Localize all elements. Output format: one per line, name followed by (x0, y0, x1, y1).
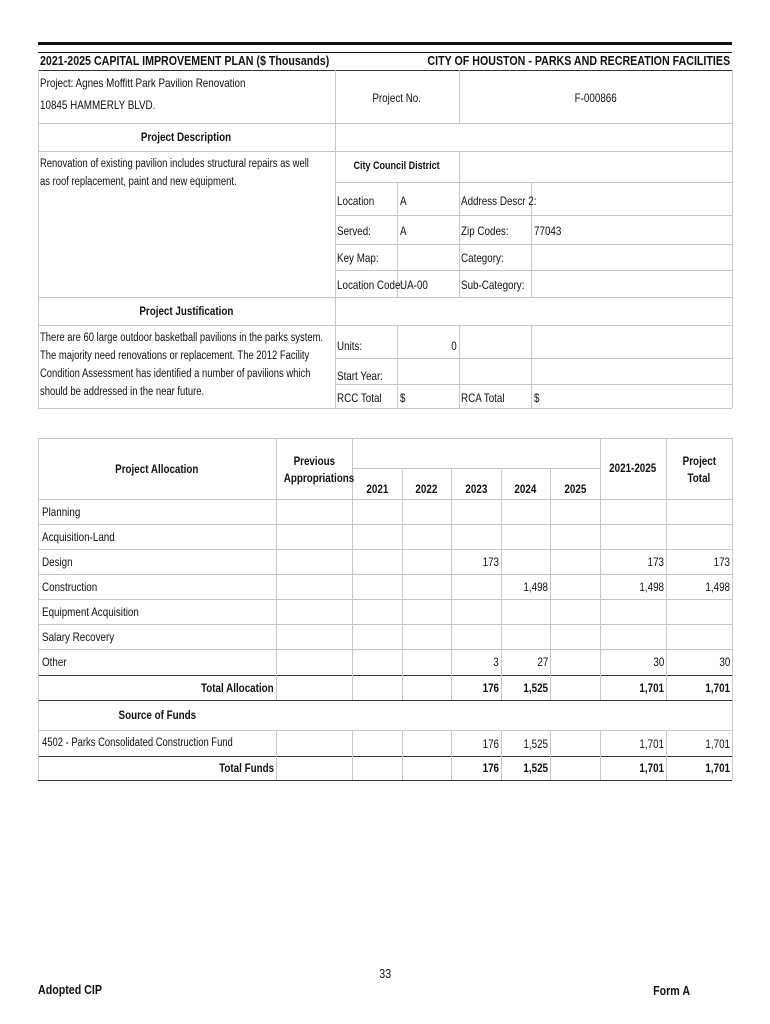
footer-right: Form A (653, 983, 690, 998)
start-year-label: Start Year: (337, 369, 383, 383)
cell-value: 27 (537, 655, 548, 669)
zip-value: 77043 (534, 224, 562, 238)
justification-heading: Project Justification (139, 304, 234, 318)
agency-title: CITY OF HOUSTON - PARKS AND RECREATION FACILITIES (427, 53, 730, 68)
row-label: Design (42, 555, 73, 569)
description-heading: Project Description (141, 130, 232, 144)
project-number-label: Project No. (372, 91, 422, 105)
category-label: Category: (461, 251, 504, 265)
fund-label: 4502 - Parks Consolidated Construction Fund (42, 737, 233, 749)
fund-cell: 1,701 (639, 737, 664, 751)
units-value: 0 (451, 339, 457, 353)
description-text (40, 155, 368, 191)
served-value: A (400, 224, 407, 238)
year-header: 2022 (415, 482, 438, 496)
row-label: Construction (42, 580, 98, 594)
zip-label: Zip Codes: (461, 224, 509, 238)
total-funds-cell: 176 (482, 761, 499, 775)
footer-left: Adopted CIP (38, 982, 102, 997)
prev-appropriations-header (276, 453, 355, 487)
row-label: Acquisition-Land (42, 530, 115, 544)
served-label: Served: (337, 224, 371, 238)
row-label: Planning (42, 505, 81, 519)
justification-line: There are 60 large outdoor basketball pavilions in the parks system. (40, 332, 324, 344)
keymap-label: Key Map: (337, 251, 379, 265)
year-header: 2021 (366, 482, 388, 496)
total-cell: 1,525 (523, 681, 548, 695)
address-descr-label: Address Descr 2: (461, 194, 537, 208)
total-header-line2: Total (687, 471, 711, 485)
project-name: Project: Agnes Moffitt Park Pavilion Renovation (40, 76, 246, 90)
page-number: 33 (379, 966, 391, 981)
cell-value: 173 (482, 555, 499, 569)
cell-value: 1,498 (523, 580, 548, 594)
year-header: 2025 (564, 482, 586, 496)
cell-value: 3 (493, 655, 499, 669)
row-label: Other (42, 655, 67, 669)
cell-value: 173 (647, 555, 664, 569)
range-header: 2021-2025 (609, 461, 657, 475)
justification-text (40, 329, 385, 401)
fund-cell: 1,525 (523, 737, 548, 751)
row-label: Salary Recovery (42, 630, 115, 644)
description-line: as roof replacement, paint and new equipment. (40, 176, 237, 188)
cell-value: 30 (653, 655, 664, 669)
location-label: Location (337, 194, 375, 208)
project-number: F-000866 (574, 91, 617, 105)
fund-cell: 1,701 (705, 737, 730, 751)
location-code-value: UA-00 (400, 278, 428, 292)
prev-header-line1: Previous (293, 454, 335, 468)
justification-line: Condition Assessment has identified a number of pavilions which (40, 368, 311, 380)
rca-total-label: RCA Total (461, 391, 505, 405)
cell-value: 1,498 (639, 580, 664, 594)
plan-title: 2021-2025 CAPITAL IMPROVEMENT PLAN ($ Thousands) (40, 53, 330, 68)
subcategory-label: Sub-Category: (461, 278, 525, 292)
total-funds-cell: 1,701 (639, 761, 664, 775)
allocation-heading: Project Allocation (115, 462, 199, 476)
total-cell: 1,701 (639, 681, 664, 695)
prev-header-line2: Appropriations (283, 471, 355, 485)
total-funds-cell: 1,701 (705, 761, 730, 775)
total-header-line1: Project (682, 454, 716, 468)
cell-value: 30 (719, 655, 730, 669)
top-rule (38, 42, 732, 45)
year-header: 2024 (514, 482, 537, 496)
row-label: Equipment Acquisition (42, 605, 139, 619)
description-line: Renovation of existing pavilion includes structural repairs as well (40, 158, 309, 170)
total-funds-label: Total Funds (218, 761, 274, 775)
funds-heading: Source of Funds (118, 708, 196, 722)
project-total-header (666, 453, 732, 487)
fund-cell: 176 (482, 737, 499, 751)
total-cell: 1,701 (705, 681, 730, 695)
units-label: Units: (337, 339, 363, 353)
rca-total-value: $ (534, 391, 540, 405)
project-address: 10845 HAMMERLY BLVD. (40, 98, 156, 112)
council-heading: City Council District (353, 160, 441, 172)
justification-line: should be addressed in the near future. (40, 386, 205, 398)
justification-line: The majority need renovations or replacement. The 2012 Facility (40, 350, 310, 362)
year-header: 2023 (465, 482, 487, 496)
cell-value: 1,498 (705, 580, 730, 594)
location-value: A (400, 194, 407, 208)
cell-value: 173 (713, 555, 730, 569)
total-allocation-label: Total Allocation (201, 681, 274, 695)
total-cell: 176 (482, 681, 499, 695)
total-funds-cell: 1,525 (523, 761, 548, 775)
location-code-label: Location Code: (337, 278, 404, 292)
rcc-total-label: RCC Total (337, 391, 382, 405)
rcc-total-value: $ (400, 391, 406, 405)
